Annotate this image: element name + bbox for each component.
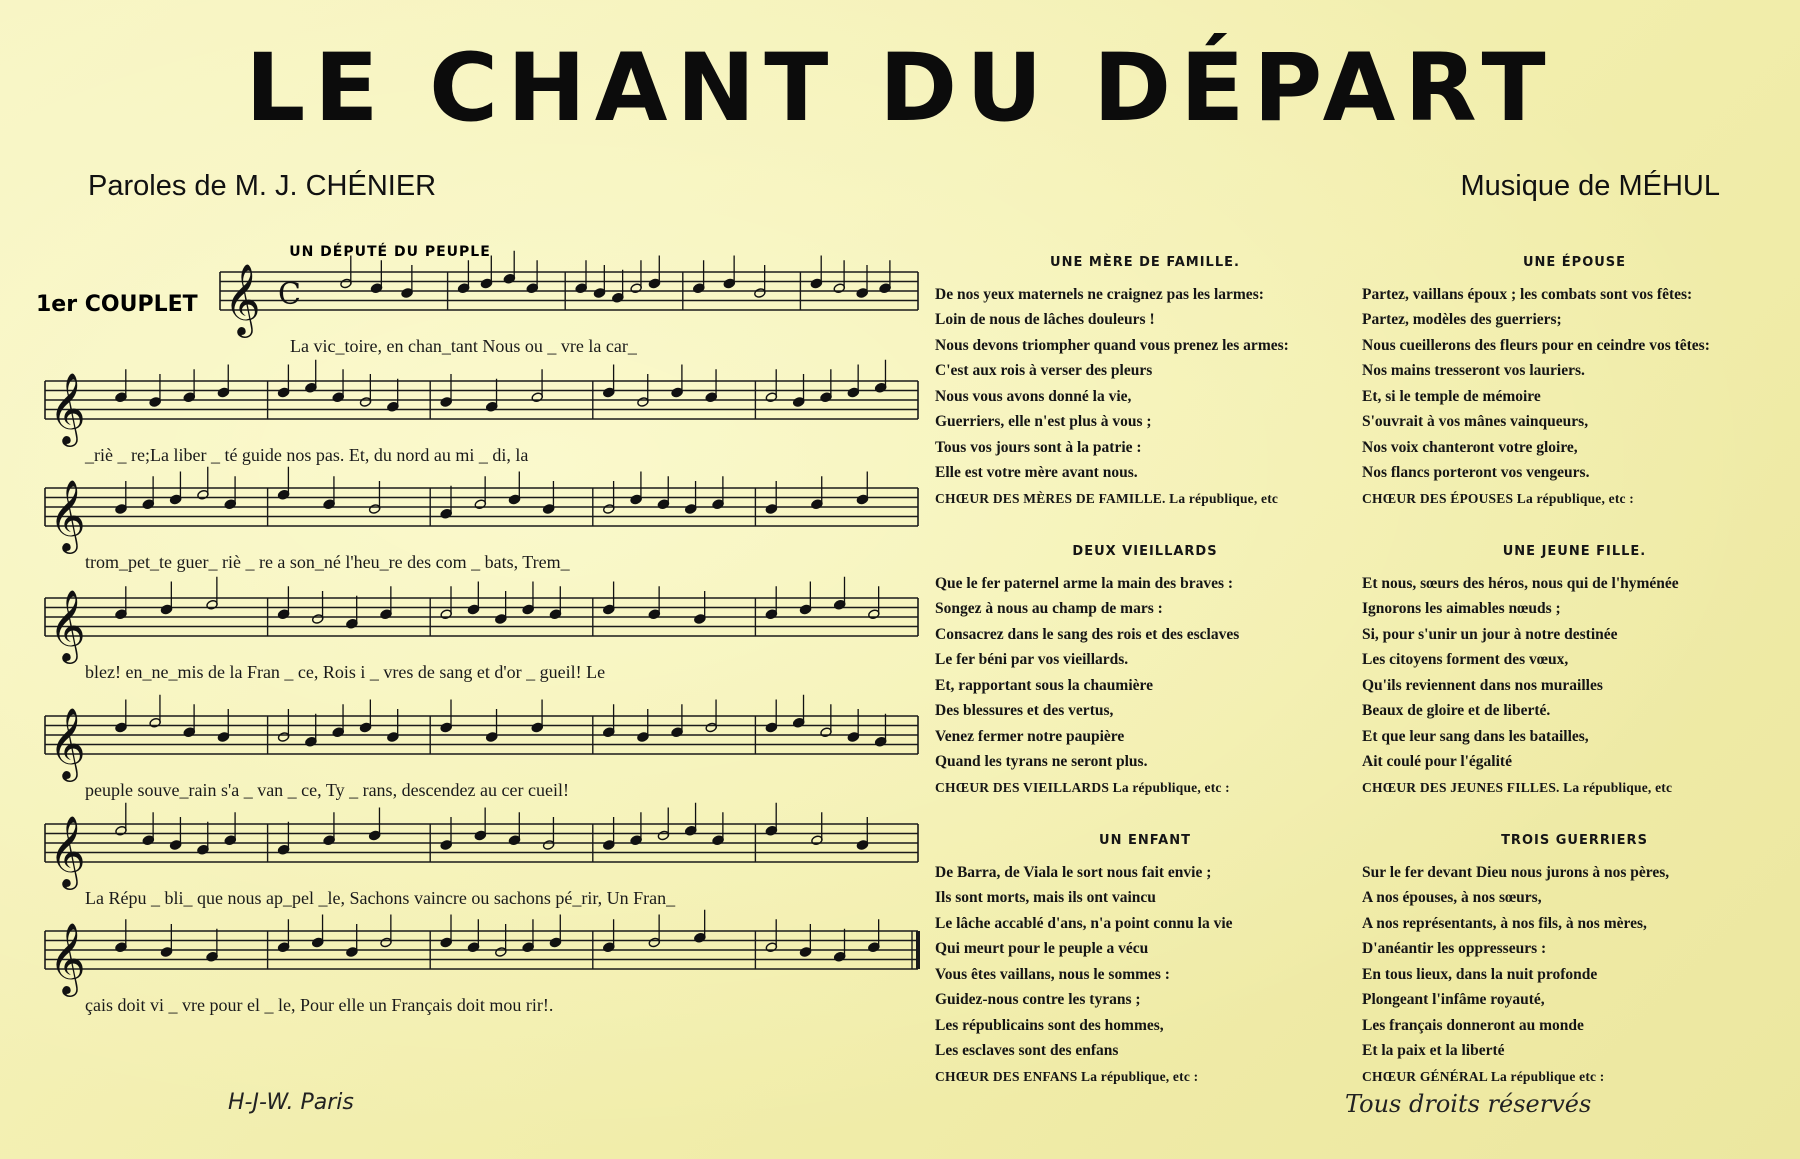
rights-notice: Tous droits réservés [1345,1090,1592,1118]
verse-heading: UNE JEUNE FILLE. [1502,544,1647,559]
verse-line: Qui meurt pour le peuple a vécu [935,940,1149,957]
verse-line: Partez, vaillans époux ; les combats sont vos fêtes: [1362,285,1693,303]
verse-line: Les citoyens forment des vœux, [1362,651,1569,668]
staff-system [45,577,918,682]
verse-line: En tous lieux, dans la nuit profonde [1362,965,1598,983]
verse-line: Nos flancs porteront vos vengeurs. [1362,464,1590,481]
verse-line: Et nous, sœurs des héros, nous qui de l'hyménée [1362,574,1679,592]
verse-line: Les français donneront au monde [1362,1016,1584,1034]
verse-line: Venez fermer notre paupière [935,727,1125,745]
verse-line: Et, rapportant sous la chaumière [935,676,1154,694]
staff-system [45,803,918,908]
staff-system [45,360,918,465]
verse-line: C'est aux rois à verser des pleurs [935,362,1153,379]
verse-line: Des blessures et des vertus, [935,702,1114,719]
treble-clef-icon: 𝄞 [49,588,86,661]
verse-line: Quand les tyrans ne seront plus. [935,753,1148,770]
lyric-line: La Répu _ bli_ que nous ap_pel _le, Sachons vaincre ou sachons pé_rir, Un Fran_ [85,888,676,908]
verse-jeune-fille [1362,539,1787,800]
verse-line: Nous devons triompher quand vous prenez les armes: [935,336,1289,354]
lyric-line: peuple souve_rain s'a _ van _ ce, Ty _ rans, descendez au cer cueil! [85,780,569,800]
verse-line: Elle est votre mère avant nous. [935,464,1138,481]
chorus-line: CHŒUR DES ÉPOUSES La république, etc : [1362,490,1635,506]
verse-line: Nous vous avons donné la vie, [935,387,1132,405]
verse-line: Consacrez dans le sang des rois et des esclaves [935,625,1240,643]
verse-line: Et que leur sang dans les batailles, [1362,727,1589,745]
verse-line: Songez à nous au champ de mars : [935,600,1163,617]
chorus-line: CHŒUR GÉNÉRAL La république etc : [1362,1068,1605,1084]
verse-line: Plongeant l'infâme royauté, [1362,991,1545,1008]
verse-line: Ignorons les aimables nœuds ; [1362,600,1561,617]
verse-column-left [935,250,1355,1117]
verse-mere [935,250,1355,511]
staff-system [45,467,918,572]
verse-line: Ait coulé pour l'égalité [1362,753,1512,770]
verse-line: Nous cueillerons des fleurs pour en ceindre vos têtes: [1362,336,1710,354]
publisher-mark: H-J-W. Paris [228,1090,354,1115]
verse-line: Si, pour s'unir un jour à notre destinée [1362,625,1618,643]
score-section-label: UN DÉPUTÉ DU PEUPLE [289,244,491,260]
lyric-line: La vic_toire, en chan_tant Nous ou _ vre la car_ [290,336,637,356]
staff-system [45,695,918,800]
treble-clef-icon: 𝄞 [49,371,86,444]
treble-clef-icon: 𝄞 [224,262,261,335]
verse-epouse [1362,250,1787,511]
verse-line: Beaux de gloire et de liberté. [1362,702,1551,719]
couplet-label: 1er COUPLET [36,292,198,317]
staves [45,251,918,1015]
verse-line: Les esclaves sont des enfans [935,1042,1119,1059]
verse-line: Guerriers, elle n'est plus à vous ; [935,413,1152,430]
verse-line: Tous vos jours sont à la patrie : [935,438,1142,456]
time-signature-icon: C [278,277,301,312]
chorus-line: CHŒUR DES ENFANS La république, etc : [935,1068,1199,1084]
lyric-line: blez! en_ne_mis de la Fran _ ce, Rois i _ vres de sang et d'or _ gueil! Le [85,662,606,682]
verse-line: A nos épouses, à nos sœurs, [1362,889,1542,906]
verse-line: Vous êtes vaillans, nous le sommes : [935,965,1170,983]
verse-line: Et, si le temple de mémoire [1362,387,1541,405]
lyricist-credit: Paroles de M. J. CHÉNIER [88,170,437,202]
verse-line: S'ouvrait à vos mânes vainqueurs, [1362,413,1589,430]
staff-system [220,251,918,356]
verse-line: Ils sont morts, mais ils ont vaincu [935,889,1156,906]
verse-line: Loin de nous de lâches douleurs ! [935,311,1155,328]
verse-line: Sur le fer devant Dieu nous jurons à nos pères, [1362,863,1670,881]
verse-vieillards [935,539,1355,800]
verse-column-right [1362,250,1787,1117]
verse-enfant [935,828,1355,1089]
composer-credit: Musique de MÉHUL [1460,170,1720,202]
verse-line: Le fer béni par vos vieillards. [935,651,1129,668]
verse-line: Et la paix et la liberté [1362,1042,1505,1059]
verse-line: A nos représentants, à nos fils, à nos mères, [1362,914,1647,932]
verse-heading: TROIS GUERRIERS [1501,833,1648,848]
lyric-line: çais doit vi _ vre pour el _ le, Pour elle un Français doit mou rir!. [85,995,554,1015]
chorus-line: CHŒUR DES JEUNES FILLES. La république, etc [1362,779,1673,795]
verse-line: Nos mains tresseront vos lauriers. [1362,362,1585,379]
verse-heading: UN ENFANT [1099,833,1191,848]
verse-line: De nos yeux maternels ne craignez pas les larmes: [935,285,1264,303]
verse-heading: UNE MÈRE DE FAMILLE. [1050,255,1240,270]
verse-line: Nos voix chanteront votre gloire, [1362,438,1578,456]
verse-line: Qu'ils reviennent dans nos murailles [1362,676,1603,694]
treble-clef-icon: 𝄞 [49,814,86,887]
chorus-line: CHŒUR DES MÈRES DE FAMILLE. La république, etc [935,490,1279,506]
verse-heading: DEUX VIEILLARDS [1072,544,1218,559]
verse-guerriers [1362,828,1787,1089]
lyric-line: trom_pet_te guer_ riè _ re a son_né l'heu_re des com _ bats, Trem_ [85,552,570,572]
lyric-line: _riè _ re;La liber _ té guide nos pas. Et, du nord au mi _ di, la [85,445,529,465]
verse-heading: UNE ÉPOUSE [1522,255,1627,270]
verse-line: Partez, modèles des guerriers; [1362,311,1562,328]
chorus-line: CHŒUR DES VIEILLARDS La république, etc : [935,779,1230,795]
treble-clef-icon: 𝄞 [49,706,86,779]
verse-line: De Barra, de Viala le sort nous fait envie ; [935,863,1212,881]
treble-clef-icon: 𝄞 [49,478,86,551]
verse-line: D'anéantir les oppresseurs : [1362,940,1547,957]
verse-line: Guidez-nous contre les tyrans ; [935,991,1141,1008]
treble-clef-icon: 𝄞 [49,921,86,994]
page-title: LE CHANT DU DÉPART [245,34,1555,143]
verse-line: Que le fer paternel arme la main des braves : [935,574,1234,592]
verse-line: Les républicains sont des hommes, [935,1016,1164,1034]
verse-line: Le lâche accablé d'ans, n'a point connu la vie [935,914,1233,932]
staff-system [45,910,918,1015]
